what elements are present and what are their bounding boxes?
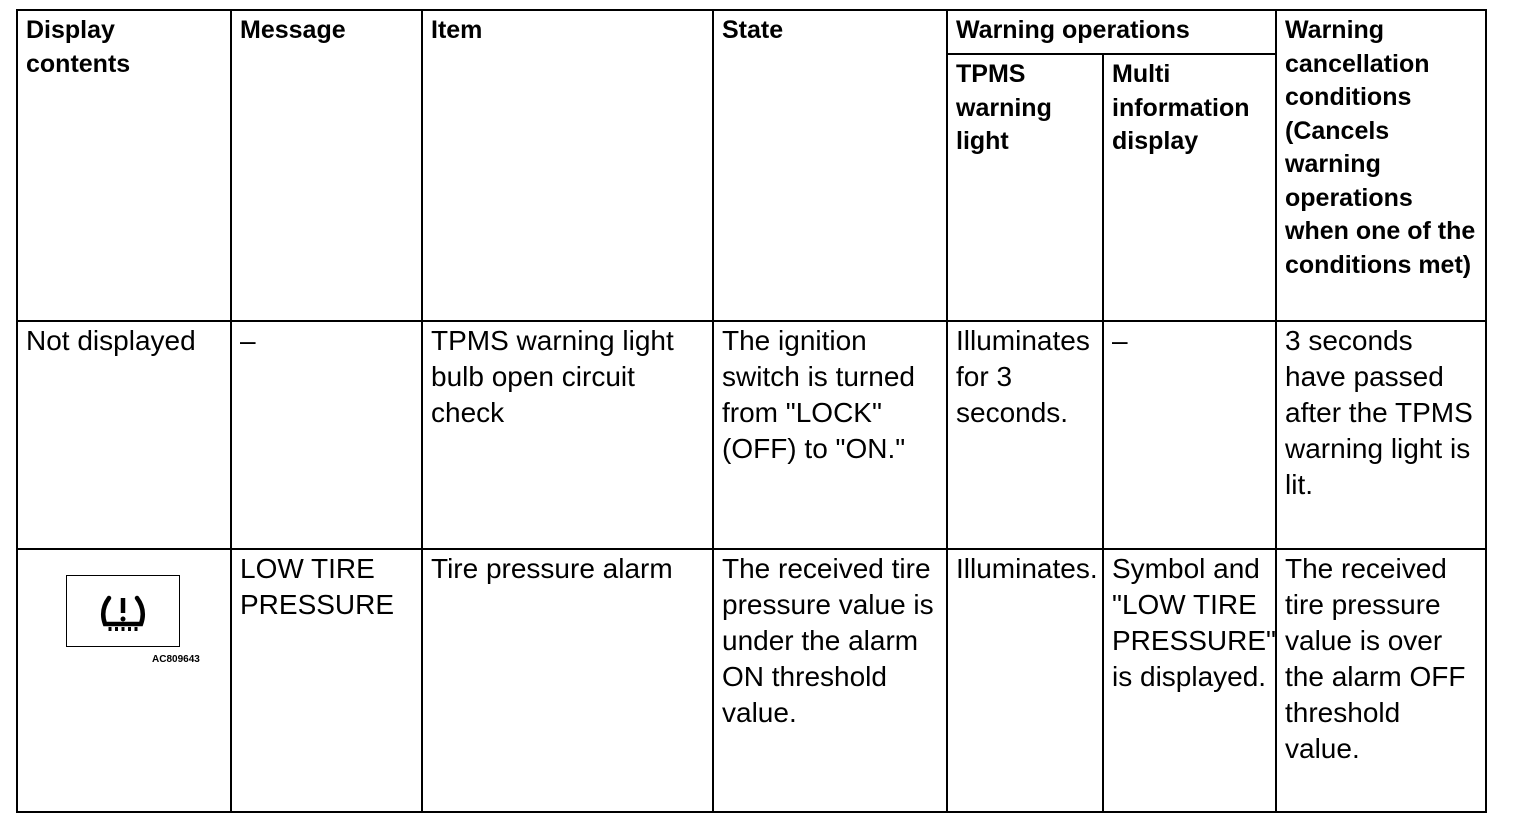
item-cell: TPMS warning light bulb open circuit check	[422, 321, 713, 549]
table-row	[17, 321, 1486, 549]
state-cell: The received tire pressure value is under the alarm ON threshold value.	[713, 549, 947, 812]
tpms-light-cell: Illuminates.	[947, 549, 1103, 812]
multi-info-cell: Symbol and "LOW TIRE PRESSURE" is displayed.	[1103, 549, 1276, 812]
multi-info-dash: –	[1112, 325, 1128, 356]
cancellation-cell: The received tire pressure value is over the alarm OFF threshold value.	[1276, 549, 1486, 812]
header-warning-operations: Warning operations	[947, 10, 1276, 54]
tpms-light-cell: Illuminates for 3 seconds.	[947, 321, 1103, 549]
header-state: State	[713, 10, 947, 321]
header-tpms-warning-light: TPMS warning light	[947, 54, 1103, 321]
header-display-contents: Display contents	[17, 10, 231, 321]
message-cell: LOW TIRE PRESSURE	[231, 549, 422, 812]
display-contents-cell: Not displayed	[17, 321, 231, 549]
header-row	[17, 10, 1486, 54]
icon-code-label: AC809643	[152, 654, 200, 665]
cancellation-cell: 3 seconds have passed after the TPMS warning light is lit.	[1276, 321, 1486, 549]
table-row	[17, 549, 1486, 812]
header-multi-information-display: Multi information display	[1103, 54, 1276, 321]
multi-info-cell	[1103, 321, 1276, 549]
warning-table	[16, 9, 1487, 813]
message-cell	[231, 321, 422, 549]
header-warning-cancellation: Warning cancellation conditions (Cancels warning operations when one of the conditions met)	[1276, 10, 1486, 321]
header-item: Item	[422, 10, 713, 321]
item-cell: Tire pressure alarm	[422, 549, 713, 812]
message-dash: –	[240, 325, 256, 356]
state-cell: The ignition switch is turned from "LOCK" (OFF) to "ON."	[713, 321, 947, 549]
display-contents-cell	[17, 549, 231, 812]
tpms-warning-icon	[66, 575, 180, 647]
header-message: Message	[231, 10, 422, 321]
